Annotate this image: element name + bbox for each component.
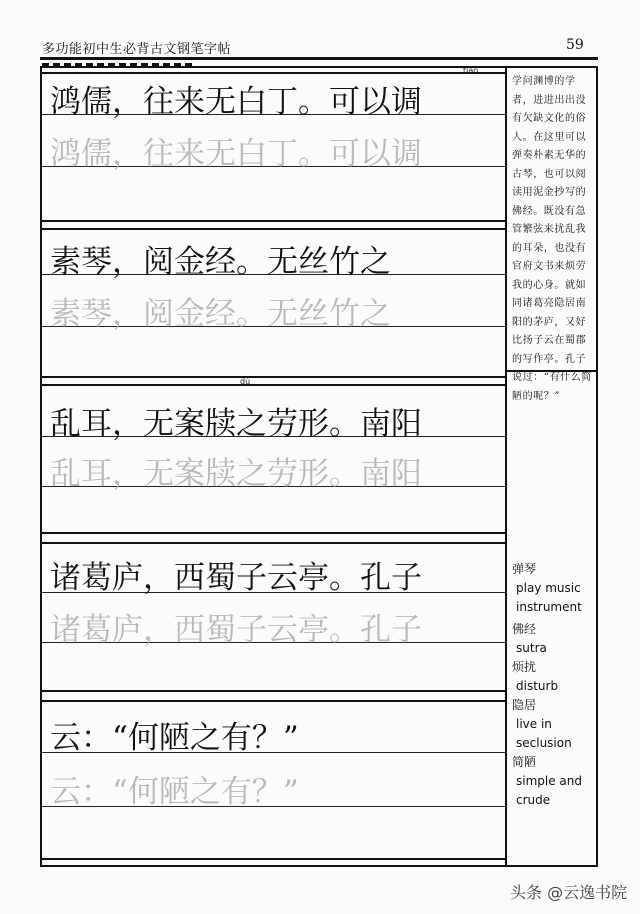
glossary-entry xyxy=(512,658,598,696)
model-text: 鸿儒，往来无白丁。可以调 xyxy=(50,84,422,120)
glossary-term: 弹琴 xyxy=(512,562,537,576)
trace-text: 素琴，阅金经。无丝竹之 xyxy=(50,296,391,332)
book-title: 多功能初中生必背古文钢笔字帖 xyxy=(42,42,232,57)
glossary-term: 烦扰 xyxy=(512,660,537,674)
translation-note: 学问渊博的学者，进进出出没有欠缺文化的俗人。在这里可以弹奏朴素无华的古琴，也可以阅读用泥金抄写的佛经。既没有急管繁弦来扰乱我的耳朵，也没有官府文书来烦劳我的心身。就如同诸葛亮隐居南阳的茅庐，又好比扬子云在蜀郡的写作亭。孔子说过：“有什么简陋的呢？” xyxy=(512,76,592,402)
glossary-term: 简陋 xyxy=(512,755,537,769)
practice-block-5 xyxy=(40,700,505,860)
glossary-entry xyxy=(512,753,598,810)
glossary-translation: play music instrument xyxy=(516,581,582,614)
glossary-term: 隐居 xyxy=(512,698,537,712)
trace-text: 鸿儒，往来无白丁。可以调 xyxy=(50,136,422,172)
page-number: 59 xyxy=(566,37,584,53)
glossary-translation: live in seclusion xyxy=(516,717,572,750)
glossary-entry xyxy=(512,560,598,617)
glossary-translation: sutra xyxy=(516,641,547,655)
header-rule xyxy=(40,57,598,60)
model-text: 乱耳，无案牍之劳形。南阳 xyxy=(50,406,422,442)
pinyin-annotation: dú xyxy=(240,377,251,386)
pinyin-annotation: tiáo xyxy=(463,66,479,75)
glossary-translation: disturb xyxy=(516,679,559,693)
side-divider xyxy=(505,66,507,867)
glossary-entry xyxy=(512,696,598,753)
practice-block-4 xyxy=(40,542,505,692)
model-text: 素琴，阅金经。无丝竹之 xyxy=(50,244,391,280)
side-rule xyxy=(507,370,598,372)
glossary-entry xyxy=(512,620,598,658)
practice-block-3 xyxy=(40,384,505,534)
glossary-term: 佛经 xyxy=(512,622,537,636)
practice-block-1 xyxy=(40,72,505,222)
model-text: 诸葛庐，西蜀子云亭。孔子 xyxy=(50,560,422,596)
trace-text: 云：“何陋之有？” xyxy=(50,774,299,810)
model-text: 云：“何陋之有？” xyxy=(50,720,299,756)
practice-block-2 xyxy=(40,228,505,378)
trace-text: 诸葛庐，西蜀子云亭。孔子 xyxy=(50,612,422,648)
trace-text: 乱耳，无案牍之劳形。南阳 xyxy=(50,456,422,492)
source-watermark: 头条 @云逸书院 xyxy=(510,883,628,902)
glossary-translation: simple and crude xyxy=(516,774,582,807)
